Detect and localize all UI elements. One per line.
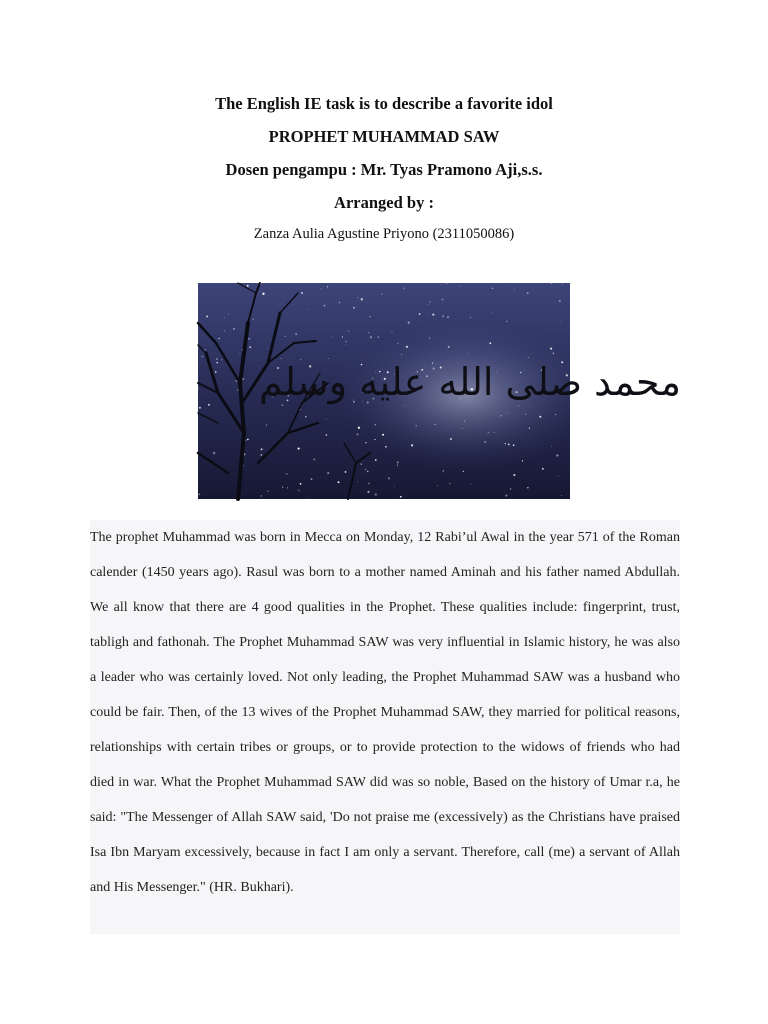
star [406, 346, 408, 348]
star [281, 358, 282, 359]
star [397, 465, 398, 466]
body-section [90, 520, 680, 934]
star [460, 286, 461, 287]
star [401, 354, 402, 355]
star [327, 472, 329, 474]
star [404, 288, 405, 289]
star [321, 289, 322, 290]
star [290, 446, 291, 447]
star [213, 452, 215, 454]
star [374, 439, 375, 440]
star [494, 432, 495, 433]
star [339, 302, 341, 304]
star [542, 468, 544, 470]
star [450, 438, 452, 440]
star [529, 427, 530, 428]
star [562, 284, 563, 285]
star [463, 471, 464, 472]
star [357, 433, 359, 435]
star [435, 424, 436, 425]
star [204, 349, 206, 351]
star [388, 477, 390, 479]
star [233, 328, 235, 330]
star [300, 483, 302, 485]
star [527, 292, 529, 294]
star [361, 298, 363, 300]
sky-illustration [198, 283, 681, 499]
star [369, 316, 370, 317]
star [301, 292, 303, 294]
star [206, 315, 208, 317]
star [448, 346, 450, 348]
star [556, 454, 558, 456]
star [385, 446, 387, 448]
star [447, 316, 449, 318]
star [313, 459, 314, 460]
star [307, 498, 308, 499]
star [522, 460, 523, 461]
star [285, 336, 286, 337]
star [408, 322, 410, 324]
star [253, 319, 254, 320]
star [260, 454, 262, 456]
star [199, 493, 201, 495]
star [216, 358, 217, 359]
star [446, 283, 447, 284]
star [506, 321, 507, 322]
star [505, 495, 507, 497]
star [365, 469, 366, 470]
body-paragraph: The prophet Muhammad was born in Mecca on Monday, 12 Rabi’ul Awal in the year 571 of the Roman calender (1450 years ago). Rasul was born to a mother named Aminah and his father named Abdullah. We all know that there are 4 good qualities in the Prophet. These qualities include: fingerprint, trust, tabligh and fathonah. The Prophet Muhammad SAW was very influential in Islamic history, he was also a leader who was certainly loved. Not only leading, the Prophet Muhammad SAW was a husband who could be fair. Then, of the 13 wives of the Prophet Muhammad SAW, they married for political reasons, relationships with certain tribes or groups, or to provide protection to the widows of friends who had died in war. What the Prophet Muhammad SAW did was so noble, Based on the history of Umar r.a, he said: "The Messenger of Allah SAW said, 'Do not praise me (excessively) as the Christians have praised Isa Ibn Maryam excessively, because in fact I am only a servant. Therefore, call (me) a servant of Allah and His Messenger." (HR. Bukhari). [90, 530, 680, 895]
star [261, 495, 262, 496]
star [488, 432, 489, 433]
star [326, 419, 327, 420]
star [551, 283, 552, 284]
star [357, 481, 358, 482]
star [375, 459, 377, 461]
star [281, 404, 283, 406]
star [500, 415, 502, 417]
star [201, 356, 203, 358]
star [326, 434, 328, 436]
star [199, 407, 201, 409]
star [331, 337, 332, 338]
subject-title: PROPHET MUHAMMAD SAW [268, 127, 500, 146]
star [518, 405, 519, 406]
star [224, 330, 225, 331]
star [298, 448, 300, 450]
star [240, 354, 241, 355]
star [261, 448, 263, 450]
star [215, 371, 217, 373]
star [365, 442, 366, 443]
star [470, 317, 471, 318]
star [342, 336, 343, 337]
star [247, 439, 249, 441]
star [397, 343, 398, 344]
star [327, 286, 328, 287]
star [397, 461, 399, 463]
star [505, 443, 507, 445]
star [492, 288, 493, 289]
star [208, 404, 210, 406]
star [367, 491, 369, 493]
star [514, 289, 515, 290]
star [467, 352, 468, 353]
star [525, 414, 526, 415]
star [411, 444, 413, 446]
star [282, 486, 283, 487]
star [392, 331, 393, 332]
star [228, 314, 229, 315]
star [345, 341, 347, 343]
star [307, 309, 308, 310]
star [551, 446, 552, 447]
starry-sky-image [198, 283, 681, 499]
star [419, 313, 421, 315]
star [428, 313, 429, 314]
star [550, 348, 552, 350]
star [449, 483, 450, 484]
star [203, 336, 204, 337]
star [464, 421, 465, 422]
star [382, 434, 384, 436]
star [428, 304, 429, 305]
star [360, 463, 361, 464]
star [471, 484, 472, 485]
star [489, 342, 491, 344]
star [443, 470, 444, 471]
star [553, 353, 554, 354]
star [262, 293, 264, 295]
star [311, 478, 313, 480]
star [558, 475, 559, 476]
star [375, 424, 377, 426]
star [237, 390, 238, 391]
star [442, 471, 443, 472]
star [492, 312, 493, 313]
star [268, 491, 269, 492]
star [197, 387, 198, 388]
lecturer-line: Dosen pengampu : Mr. Tyas Pramono Aji,s.s. [225, 160, 543, 179]
star [328, 358, 329, 359]
star [358, 297, 359, 298]
star [300, 409, 301, 410]
star [429, 301, 430, 302]
calligraphy-text: محمد صلى الله عليه وسلم [259, 360, 681, 404]
star [437, 486, 438, 487]
star [248, 338, 250, 340]
star [260, 291, 261, 292]
star [353, 307, 355, 309]
star [528, 357, 529, 358]
star [530, 405, 531, 406]
star [510, 488, 511, 489]
star [287, 487, 288, 488]
star [513, 474, 515, 476]
star [346, 344, 347, 345]
star [267, 348, 268, 349]
star [508, 443, 510, 445]
star [513, 444, 515, 446]
star [266, 424, 267, 425]
star [429, 337, 430, 338]
star [247, 285, 249, 287]
star [405, 405, 406, 406]
star [442, 299, 444, 301]
star [249, 346, 251, 348]
author-line: Zanza Aulia Agustine Priyono (2311050086) [253, 226, 515, 242]
star [442, 315, 444, 317]
star [367, 471, 369, 473]
star [305, 416, 307, 418]
star [394, 486, 395, 487]
star [297, 489, 298, 490]
star [462, 428, 463, 429]
star [527, 487, 528, 488]
star [561, 495, 562, 496]
star [378, 336, 379, 337]
arranged-by-label: Arranged by : [334, 193, 434, 212]
star [286, 473, 287, 474]
star [400, 496, 402, 498]
star [221, 359, 222, 360]
star [432, 313, 434, 315]
star [224, 318, 225, 319]
star [560, 321, 561, 322]
star [348, 331, 349, 332]
star [441, 284, 442, 285]
star [507, 412, 508, 413]
star [216, 362, 217, 363]
star [295, 333, 297, 335]
star [370, 336, 372, 338]
star [484, 441, 486, 443]
star [415, 425, 416, 426]
star [368, 483, 370, 485]
star [218, 338, 220, 340]
task-title: The English IE task is to describe a favorite idol [215, 94, 553, 113]
star [368, 332, 369, 333]
star [555, 414, 556, 415]
star [375, 493, 377, 495]
star [338, 481, 340, 483]
star [559, 300, 561, 302]
star [539, 416, 541, 418]
star [298, 490, 299, 491]
star [358, 427, 360, 429]
star [345, 471, 347, 473]
star [381, 294, 382, 295]
star [324, 305, 326, 307]
